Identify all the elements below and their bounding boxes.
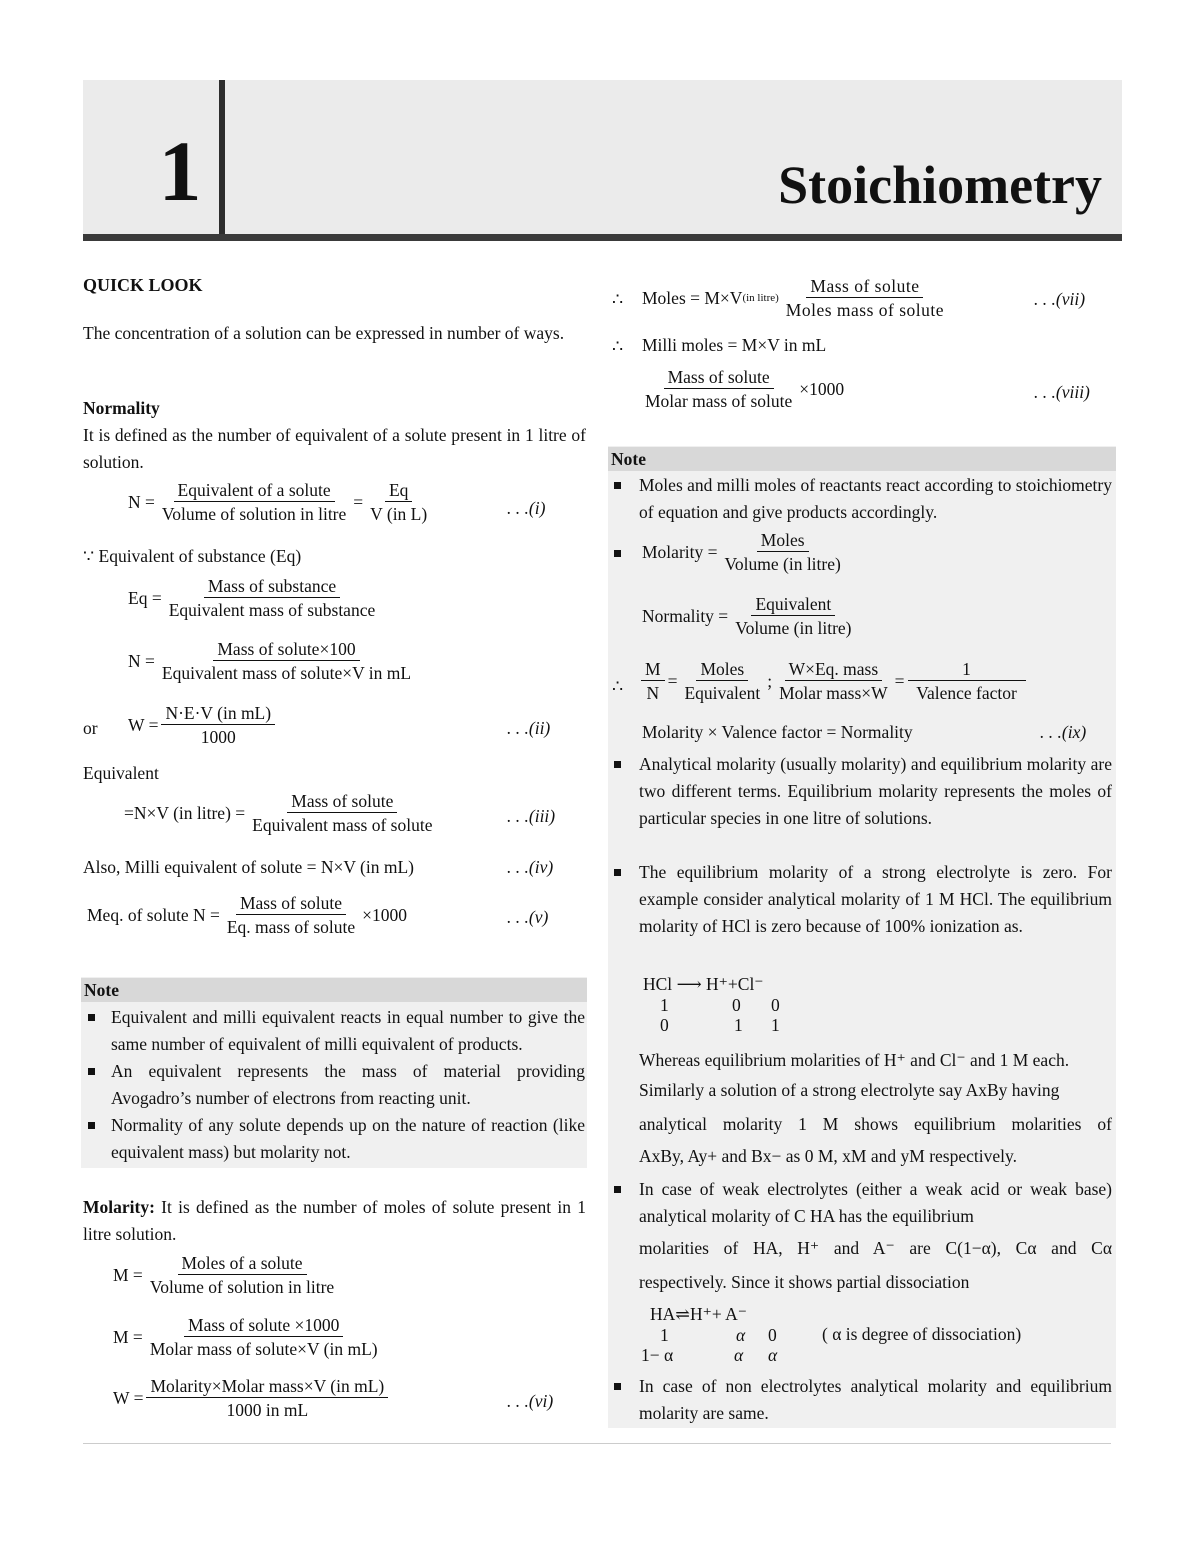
right-note-item-4-line-3: molarities of HA, H⁺ and A⁻ are C(1−α), Cα and Cα <box>639 1238 1112 1258</box>
equation-eq: Eq = $\frac{\text{Mass of substance}}{\text{Equivalent mass of substance}}$ <box>128 576 376 621</box>
whereas-line-1: Whereas equilibrium molarities of H⁺ and Cl⁻ and 1 M each. <box>639 1050 1070 1070</box>
equation-i: N = $\frac{\text{Equivalent of a solute}}{\text{Volume of solution in litre}}$ = $\frac{Eq}{\text{V (in L)}}$ <box>128 480 428 525</box>
bullet <box>614 550 621 557</box>
hcl-row1-col3: 0 <box>771 995 780 1015</box>
equation-iv: Also, Milli equivalent of solute = N×V (in mL) <box>83 857 414 877</box>
equation-vi: W = $\frac{\text{Molarity×Molar mass×V (in mL)}}{\text{1000 in mL}}$ <box>113 1376 391 1420</box>
bullet <box>614 482 621 489</box>
molarity-definition: Molarity: It is defined as the number of moles of solute present in 1 litre solution. <box>83 1197 586 1244</box>
label-iv: . . .(iv) <box>507 857 554 877</box>
label-ix: . . .(ix) <box>1040 722 1087 742</box>
since-line: ∵ Equivalent of substance (Eq) <box>83 546 302 566</box>
ratio-equation: $\frac{M}{N}$ = $\frac{\text{Moles}}{\text{Equivalent}}$ ; $\frac{\text{W×Eq. mass}}{\text{Molar mass×W}}$ = $\frac{1}{\text{Valence factor}}$ <box>638 659 1029 703</box>
equation-n: N = $\frac{\text{Mass of solute×100}}{\text{Equivalent mass of solute×V in mL}}$ <box>128 639 412 684</box>
equation-v: Meq. of solute N = $\frac{\text{Mass of solute}}{\text{Eq. mass of solute}}$ ×1000 <box>87 893 408 938</box>
bullet <box>614 1383 621 1390</box>
right-note-item-4: In case of weak electrolytes (either a weak acid or weak base) analytical molarity of C HA has the equilibrium <box>639 1179 1112 1226</box>
ha-row2-col2: α <box>734 1345 744 1365</box>
equation-ix: Molarity × Valence factor = Normality <box>642 722 913 742</box>
bullet <box>614 869 621 876</box>
label-iii: . . .(iii) <box>507 806 556 826</box>
therefore-symbol: ∴ <box>612 289 624 309</box>
hcl-reaction: HCl ⟶ H⁺+Cl⁻ <box>643 974 764 994</box>
chapter-number: 1 <box>158 123 202 219</box>
whereas-line-2: Similarly a solution of a strong electrolyte say AxBy having <box>639 1080 1060 1100</box>
right-note-item-2: Analytical molarity (usually molarity) and equilibrium molarity are two different terms. Equilibrium molarity represents the moles of particular species in one litre of solutions. <box>639 754 1112 828</box>
right-note-title: Note <box>608 447 1116 471</box>
ha-row2-col3: α <box>768 1345 778 1365</box>
therefore-symbol: ∴ <box>612 336 624 356</box>
equation-ii: W = $\frac{\text{N·E·V (in mL)}}{1000}$ <box>128 703 278 747</box>
label-vi: . . .(vi) <box>507 1391 554 1411</box>
header-underline <box>83 234 1122 241</box>
ha-row1-col2: α <box>736 1325 746 1345</box>
equivalent-word: Equivalent <box>83 763 159 783</box>
label-v: . . .(v) <box>507 907 549 927</box>
left-note-item-1: Equivalent and milli equivalent reacts in equal number to give the same number of equivalent of milli equivalent of products. <box>111 1007 585 1054</box>
bullet <box>88 1122 95 1129</box>
label-viii: . . .(viii) <box>1034 382 1090 402</box>
hcl-row1-col2: 0 <box>732 995 741 1015</box>
right-note-item-5: In case of non electrolytes analytical molarity and equilibrium molarity are same. <box>639 1376 1112 1423</box>
quick-look-heading: QUICK LOOK <box>83 275 203 295</box>
label-vii: . . .(vii) <box>1034 289 1086 309</box>
or-word: or <box>83 718 98 738</box>
bullet <box>614 1186 621 1193</box>
chapter-title: Stoichiometry <box>778 155 1102 215</box>
hcl-row2-col3: 1 <box>771 1015 780 1035</box>
whereas-line-3: analytical molarity 1 M shows equilibrium molarities of <box>639 1114 1112 1134</box>
right-note-item-4-line-4: respectively. Since it shows partial dissociation <box>639 1272 970 1292</box>
left-note-item-3: Normality of any solute depends up on the nature of reaction (like equivalent mass) but molarity not. <box>111 1115 585 1162</box>
right-note-item-3: The equilibrium molarity of a strong electrolyte is zero. For example consider analytical molarity of 1 M HCl. The equilibrium molarity of HCl is zero because of 100% ionization as. <box>639 862 1112 936</box>
normality-formula: Normality = $\frac{\text{Equivalent}}{\text{Volume (in litre)}}$ <box>642 594 852 639</box>
hcl-row1-col1: 1 <box>660 995 669 1015</box>
ha-comment: ( α is degree of dissociation) <box>822 1324 1022 1344</box>
ha-row1-col3: 0 <box>768 1325 777 1345</box>
whereas-line-4: AxBy, Ay+ and Bx− as 0 M, xM and yM respectively. <box>639 1146 1017 1166</box>
label-ii: . . .(ii) <box>507 718 551 738</box>
normality-definition: It is defined as the number of equivalent of a solute present in 1 litre of solution. <box>83 425 586 472</box>
molarity-formula: Molarity = $\frac{\text{Moles}}{\text{Volume (in litre)}}$ <box>642 530 841 575</box>
hcl-row2-col2: 1 <box>734 1015 743 1035</box>
therefore-symbol: ∴ <box>612 676 624 696</box>
left-note-item-2: An equivalent represents the mass of material providing Avogadro’s number of electrons from reacting unit. <box>111 1061 585 1108</box>
left-note-title: Note <box>81 978 587 1002</box>
bullet <box>614 761 621 768</box>
milli-moles-line: Milli moles = M×V in mL <box>642 335 827 355</box>
bullet <box>88 1014 95 1021</box>
label-i: . . .(i) <box>507 498 546 518</box>
right-note-item-1: Moles and milli moles of reactants react according to stoichiometry of equation and give products accordingly. <box>639 475 1112 522</box>
hcl-row2-col1: 0 <box>660 1015 669 1035</box>
equation-viii: $\frac{\text{Mass of solute}}{\text{Molar mass of solute}}$ ×1000 <box>645 367 845 412</box>
intro-paragraph: The concentration of a solution can be expressed in number of ways. <box>83 323 565 343</box>
footer-rule <box>83 1443 1111 1444</box>
ha-reaction: HA⇌H⁺+ A⁻ <box>650 1304 747 1324</box>
header-divider <box>219 80 225 237</box>
molarity-equation-1: M = $\frac{\text{Moles of a solute}}{\text{Volume of solution in litre}}$ <box>113 1253 335 1298</box>
equation-iii: =N×V (in litre) = $\frac{\text{Mass of solute}}{\text{Equivalent mass of solute}}$ <box>124 791 433 836</box>
equation-vii: Moles = M×V (in litre) $\frac{\text{Mass of solute}}{\text{Moles mass of solute}}$ <box>642 276 945 321</box>
normality-heading: Normality <box>83 398 160 418</box>
bullet <box>88 1068 95 1075</box>
ha-row2-col1: 1− α <box>641 1345 674 1365</box>
ha-row1-col1: 1 <box>660 1325 669 1345</box>
molarity-equation-2: M = $\frac{\text{Mass of solute ×1000}}{\text{Molar mass of solute×V (in mL)}}$ <box>113 1315 378 1360</box>
